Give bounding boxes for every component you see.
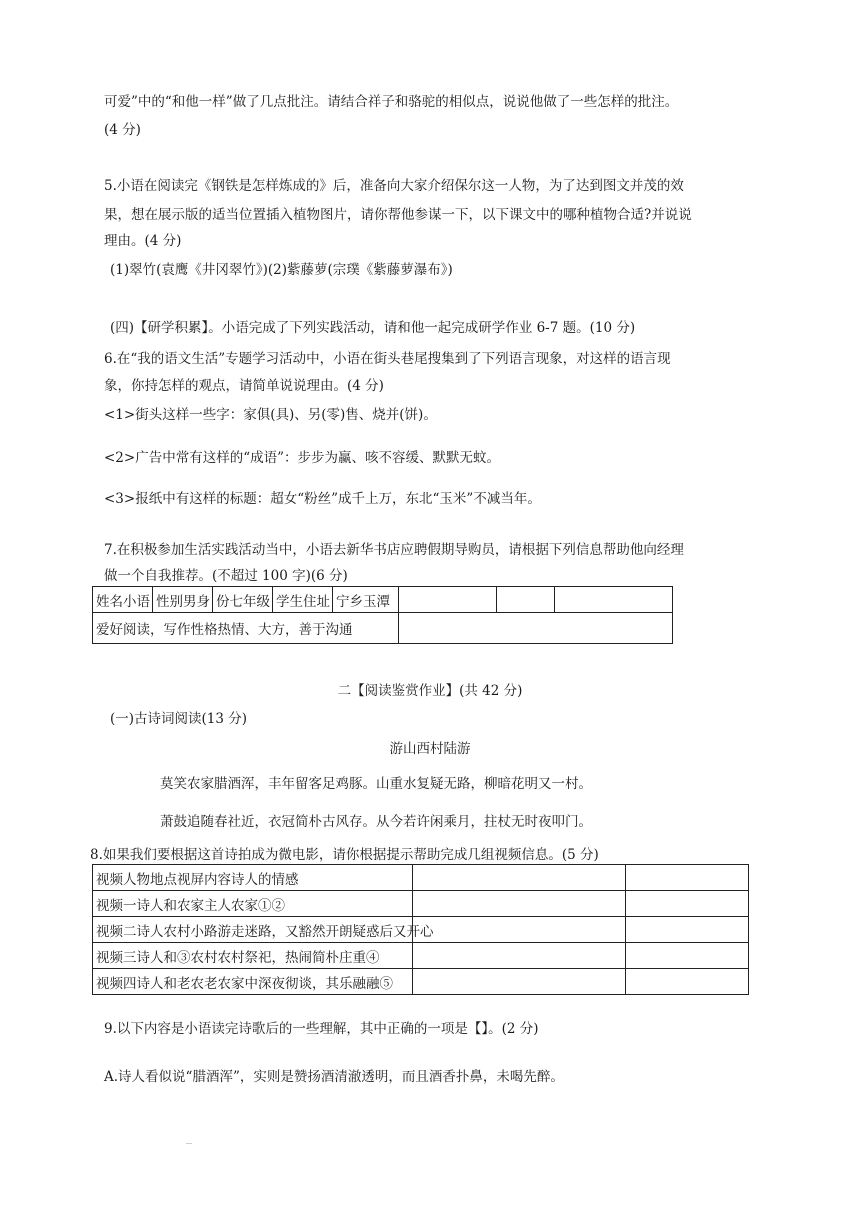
table-row xyxy=(93,943,749,969)
table-cell xyxy=(626,917,749,943)
continued-question-text: 可爱”中的“和他一样”做了几点批注。请结合祥子和骆驼的相似点，说说他做了一些怎样的批注。 xyxy=(104,94,679,110)
table-cell xyxy=(399,613,673,644)
question-6-item-2: <2>广告中常有这样的“成语”：步步为赢、咳不容缓、默默无蚊。 xyxy=(104,450,501,466)
question-5-options: (1)翠竹(袁鹰《井冈翠竹》)(2)紫藤萝(宗璞《紫藤萝瀑布》) xyxy=(110,262,453,278)
question-5-line-1: 5.小语在阅读完《钢铁是怎样炼成的》后，准备向大家介绍保尔这一人物，为了达到图文并茂的效 xyxy=(104,178,684,194)
table-cell: 性别男身 xyxy=(153,587,213,613)
question-8: 8.如果我们要根据这首诗拍成为微电影，请你根据提示帮助完成几组视频信息。(5 分) xyxy=(90,847,599,863)
video-info-table xyxy=(92,864,749,995)
score-label: (4 分) xyxy=(104,122,141,138)
table-cell: 视频人物地点视屏内容诗人的情感 xyxy=(93,865,413,891)
scan-speck xyxy=(186,1143,192,1144)
question-6-item-3: <3>报纸中有这样的标题：超女“粉丝”成千上万，东北“玉米”不减当年。 xyxy=(104,491,541,507)
table-row xyxy=(93,891,749,917)
table-row xyxy=(93,969,749,995)
question-6-line-1: 6.在“我的语文生活”专题学习活动中，小语在街头巷尾搜集到了下列语言现象，对这样的语言现 xyxy=(104,351,671,367)
table-cell xyxy=(626,891,749,917)
table-cell xyxy=(413,969,626,995)
table-cell xyxy=(626,969,749,995)
table-cell xyxy=(413,943,626,969)
table-cell: 视频二诗人农村小路游走迷路，又豁然开朗疑惑后又开心 xyxy=(93,917,413,943)
question-7-line-2: 做一个自我推荐。(不超过 100 字)(6 分) xyxy=(104,568,348,584)
table-cell xyxy=(626,943,749,969)
table-cell: 学生住址 xyxy=(273,587,333,613)
table-cell xyxy=(555,587,673,613)
subsection-1-heading: (一)古诗词阅读(13 分) xyxy=(110,711,248,727)
question-9: 9.以下内容是小语读完诗歌后的一些理解，其中正确的一项是【】。(2 分) xyxy=(104,1021,539,1037)
poem-line-1: 莫笑农家腊酒浑，丰年留客足鸡豚。山重水复疑无路，柳暗花明又一村。 xyxy=(160,776,592,792)
table-row xyxy=(93,587,673,613)
table-cell: 姓名小语 xyxy=(93,587,153,613)
table-cell xyxy=(413,865,626,891)
table-row xyxy=(93,613,673,644)
question-5-line-2: 果，想在展示版的适当位置插入植物图片，请你帮他参谋一下，以下课文中的哪种植物合适?并说说 xyxy=(104,207,692,223)
question-6-item-1: <1>街头这样一些字：家俱(具)、另(零)售、烧并(饼)。 xyxy=(104,407,437,423)
table-cell: 视频一诗人和农家主人农家①② xyxy=(93,891,413,917)
question-5-line-3: 理由。(4 分) xyxy=(104,233,182,249)
table-row xyxy=(93,917,749,943)
table-cell xyxy=(413,891,626,917)
table-row xyxy=(93,865,749,891)
question-6-line-2: 象，你持怎样的观点，请简单说说理由。(4 分) xyxy=(104,378,384,394)
table-cell: 视频四诗人和老农老农家中深夜彻谈，其乐融融⑤ xyxy=(93,969,413,995)
poem-line-2: 萧鼓追随春社近，衣冠简朴古风存。从今若许闲乘月，拄杖无时夜叩门。 xyxy=(160,814,592,830)
table-cell: 视频三诗人和③农村农村祭祀，热闹简朴庄重④ xyxy=(93,943,413,969)
question-7-line-1: 7.在积极参加生活实践活动当中，小语去新华书店应聘假期导购员，请根据下列信息帮助他向经理 xyxy=(104,542,684,558)
poem-title: 游山西村陆游 xyxy=(389,741,471,757)
section-4-heading: (四)【研学积累】。小语完成了下列实践活动，请和他一起完成研学作业 6-7 题。(10 分) xyxy=(110,320,636,336)
section-2-heading: 二【阅读鉴赏作业】(共 42 分) xyxy=(337,683,523,699)
table-cell: 宁乡玉潭 xyxy=(333,587,399,613)
hobbies-text: 爱好阅读，写作性格热情、大方，善于沟通 xyxy=(96,622,353,638)
table-cell xyxy=(413,917,626,943)
table-cell xyxy=(93,613,399,644)
table-cell xyxy=(399,587,497,613)
question-9-option-a: A.诗人看似说“腊酒浑”，实则是赞扬酒清澈透明，而且酒香扑鼻，未喝先醉。 xyxy=(104,1069,564,1085)
self-intro-info-table xyxy=(92,586,673,644)
table-cell xyxy=(626,865,749,891)
table-cell xyxy=(497,587,555,613)
table-cell: 份七年级 xyxy=(213,587,273,613)
